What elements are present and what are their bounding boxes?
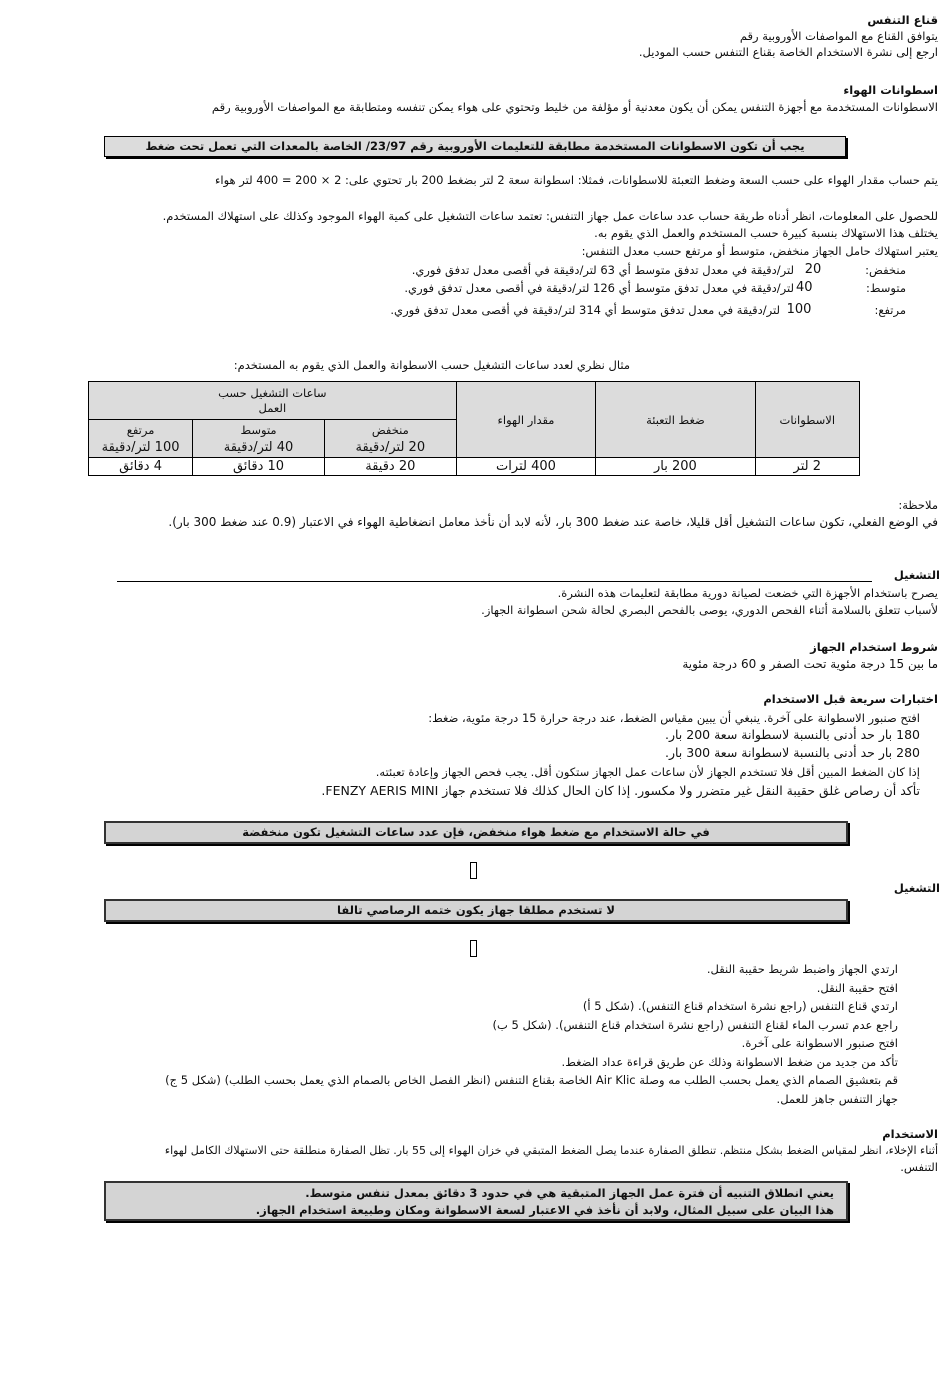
header-high (89, 420, 193, 458)
alarm-notice-line-2: هذا البيان على سبيل المثال، ولابد أن نأخذ في الاعتبار لسعة الاسطوانة ومكان وطبيعة استخدام الجهاز. (255, 1203, 834, 1217)
conditions-heading: شروط استخدام الجهاز (810, 640, 938, 654)
operation-rule (117, 581, 872, 582)
operation-line-2: لأسباب تتعلق بالسلامة أثناء الفحص الدوري، يوصى بالفحص البصري لحالة شحن اسطوانة الجهاز. (481, 603, 938, 617)
alarm-notice (104, 1181, 848, 1221)
note-text: في الوضع الفعلي، تكون ساعات التشغيل أقل قليلا، خاصة عند ضغط 300 بار، لأنه لابد أن نأخذ معامل انضغاطية الهواء في الاعتبار (0.9 عند ضغط 300 بار). (168, 515, 938, 529)
rate-mid-value: 40 (796, 280, 813, 295)
steps-list (40, 961, 898, 1109)
list-item: افتح حقيبة النقل. (816, 980, 898, 995)
operation-line-1: يصرح باستخدام الأجهزة التي خضعت لصيانة دورية مطابقة لتعليمات هذه النشرة. (557, 586, 938, 600)
rate-high-text: لتر/دقيقة في معدل تدفق متوسط أي 314 لتر/دقيقة في أقصى معدل تدفق فوري. (390, 303, 780, 317)
operation-heading: التشغيل (893, 568, 940, 582)
list-item: ارتدي قناع التنفس (راجع نشرة استخدام قناع التنفس). (شكل 5 أ) (582, 999, 898, 1013)
header-hours (89, 382, 457, 420)
usage-heading: الاستخدام (882, 1127, 938, 1141)
rate-mid-text: لتر/دقيقة في معدل تدفق متوسط أي 126 لتر/دقيقة في أقصى معدل تدفق فوري. (404, 281, 794, 295)
figure-marker-1 (470, 862, 477, 879)
table-caption: مثال نظري لعدد ساعات التشغيل حسب الاسطوانة والعمل الذي يقوم به المستخدم: (233, 358, 630, 372)
header-low (324, 420, 456, 458)
info-line-2: يختلف هذا الاستهلاك بنسبة كبيرة حسب المستخدم والعمل الذي يقوم به. (594, 226, 938, 240)
header-mid-rate: 40 لتر/دقيقة (223, 439, 294, 455)
list-item: قم بتعشيق الصمام الذي يعمل بحسب الطلب مه وصلة Air Klic الخاصة بقناع التنفس (انظر الفصل الخاص بالصمام الذي يعمل بحسب الطلب) (شكل 5 ج) (165, 1073, 898, 1087)
rate-low-text: لتر/دقيقة في معدل تدفق متوسط أي 63 لتر/دقيقة في أقصى معدل تدفق فوري. (411, 263, 794, 277)
cylinders-description: الاسطوانات المستخدمة مع أجهزة التنفس يمكن أن يكون معدنية أو مؤلفة من خليط وتحتوي على هواء يمكن تنفسه ومتطابقة مع المواصفات الأوروبية رقم (211, 100, 938, 114)
header-low-label: منخفض (371, 422, 409, 437)
header-mid (193, 420, 325, 458)
cylinders-directive-notice: يجب أن تكون الاسطوانات المستخدمة مطابقة للتعليمات الأوروبية رقم 23/97/ الخاصة بالمعدات التي تعمل تحت ضغط (104, 136, 846, 157)
tests-line-3: 280 بار حد أدنى بالنسبة لاسطوانة سعة 300 بار. (664, 745, 920, 760)
header-high-rate: 100 لتر/دقيقة (101, 439, 180, 455)
info-line-1: للحصول على المعلومات، انظر أدناه طريقة حساب عدد ساعات عمل جهاز التنفس: تعتمد ساعات التشغيل على كمية الهواء الموجود وكذلك على استهلاك المستخدم. (162, 209, 938, 223)
cell-low: 20 دقيقة (324, 458, 456, 476)
list-item: ارتدي الجهاز واضبط شريط حقيبة النقل. (706, 962, 898, 976)
rate-high-label: مرتفع: (874, 303, 906, 317)
cell-mid: 10 دقائق (193, 458, 325, 476)
rate-low-label: منخفض: (865, 263, 906, 277)
mask-standard-line: يتوافق القناع مع المواصفات الأوروبية رقم (739, 29, 938, 43)
tests-line-1: افتح صنبور الاسطوانة على آخرة. ينبغي أن يبين مقياس الضغط، عند درجة حرارة 15 درجة مئوية، ضغط: (428, 711, 920, 725)
tests-line-5: تأكد أن رصاص غلق حقيبة النقل غير متضرر ولا مكسور. إذا كان الحال كذلك فلا تستخدم جهاز FENZY AERIS MINI. (321, 783, 920, 798)
header-air: مقدار الهواء (456, 382, 596, 458)
alarm-notice-line-1: يعني انطلاق التنبيه أن فترة عمل الجهاز المتبقية هي في حدود 3 دقائق بمعدل تنفس متوسط. (305, 1186, 834, 1200)
tests-line-4: إذا كان الضغط المبين أقل فلا تستخدم الجهاز لأن ساعات عمل الجهاز ستكون أقل. يجب فحص الجهاز وإعادة تعبئته. (375, 765, 920, 779)
header-hours-line1: ساعات التشغيل حسب (218, 385, 327, 400)
low-pressure-notice: في حالة الاستخدام مع ضغط هواء منخفض، فإن عدد ساعات التشغيل تكون منخفضة (104, 821, 848, 844)
mask-reference-line: ارجع إلى نشرة الاستخدام الخاصة بقناع التنفس حسب الموديل. (638, 45, 938, 59)
conditions-text: ما بين 15 درجة مئوية تحت الصفر و 60 درجة مئوية (682, 657, 938, 671)
header-mid-label: متوسط (240, 422, 277, 437)
list-item: افتح صنبور الاسطوانة على آخرة. (741, 1036, 898, 1050)
cylinders-heading: اسطوانات الهواء (843, 83, 938, 97)
cell-pressure: 200 بار (596, 458, 755, 476)
tests-line-2: 180 بار حد أدنى بالنسبة لاسطوانة سعة 200 بار. (664, 727, 920, 742)
cell-cylinder: 2 لتر (755, 458, 859, 476)
figure-marker-2 (470, 940, 477, 957)
air-calculation-line: يتم حساب مقدار الهواء على حسب السعة وضغط التعبئة للاسطوانات، فمثلا: اسطوانة سعة 2 لتر بضغط 200 بار تحتوي على: 2 × 200 = 400 لتر هواء (215, 173, 938, 187)
cell-high: 4 دقائق (89, 458, 193, 476)
tests-heading: اختبارات سريعة قبل الاستخدام (763, 692, 938, 706)
header-cylinders: الاسطوانات (755, 382, 859, 458)
list-item: راجع عدم تسرب الماء لقناع التنفس (راجع نشرة استخدام قناع التنفس). (شكل 5 ب) (492, 1017, 898, 1032)
operation2-heading: التشغيل (893, 881, 940, 895)
list-item: تأكد من جديد من ضغط الاسطوانة وذلك عن طريق قراءة عداد الضغط. (561, 1054, 898, 1069)
rate-high-value: 100 (786, 302, 812, 317)
header-high-label: مرتفع (126, 422, 155, 437)
note-heading: ملاحظة: (898, 498, 938, 512)
table-row (89, 458, 860, 476)
header-pressure: ضغط التعبئة (596, 382, 755, 458)
usage-line-2: التنفس. (900, 1160, 938, 1174)
cell-air: 400 لترات (456, 458, 596, 476)
header-hours-line2: العمل (258, 400, 287, 415)
mask-heading: قناع التنفس (867, 13, 938, 27)
header-low-rate: 20 لتر/دقيقة (355, 439, 426, 455)
seal-warning-notice: لا تستخدم مطلقا جهاز يكون ختمه الرصاصي تالفا (104, 899, 848, 922)
rate-low-value: 20 (804, 262, 822, 277)
list-item: جهاز التنفس جاهز للعمل. (776, 1091, 898, 1106)
info-line-3: يعتبر استهلاك حامل الجهاز منخفض، متوسط أو مرتفع حسب معدل التنفس: (581, 244, 938, 258)
usage-line-1: أثناء الإخلاء، انظر لمقياس الضغط بشكل منتظم. تنطلق الصفارة عندما يصل الضغط المتبقي في خزان الهواء إلى 55 بار. تظل الصفارة منطلقة حتى الاستهلاك الكامل لهواء (164, 1144, 938, 1157)
runtime-table (88, 381, 860, 476)
rate-mid-label: متوسط: (866, 281, 906, 295)
